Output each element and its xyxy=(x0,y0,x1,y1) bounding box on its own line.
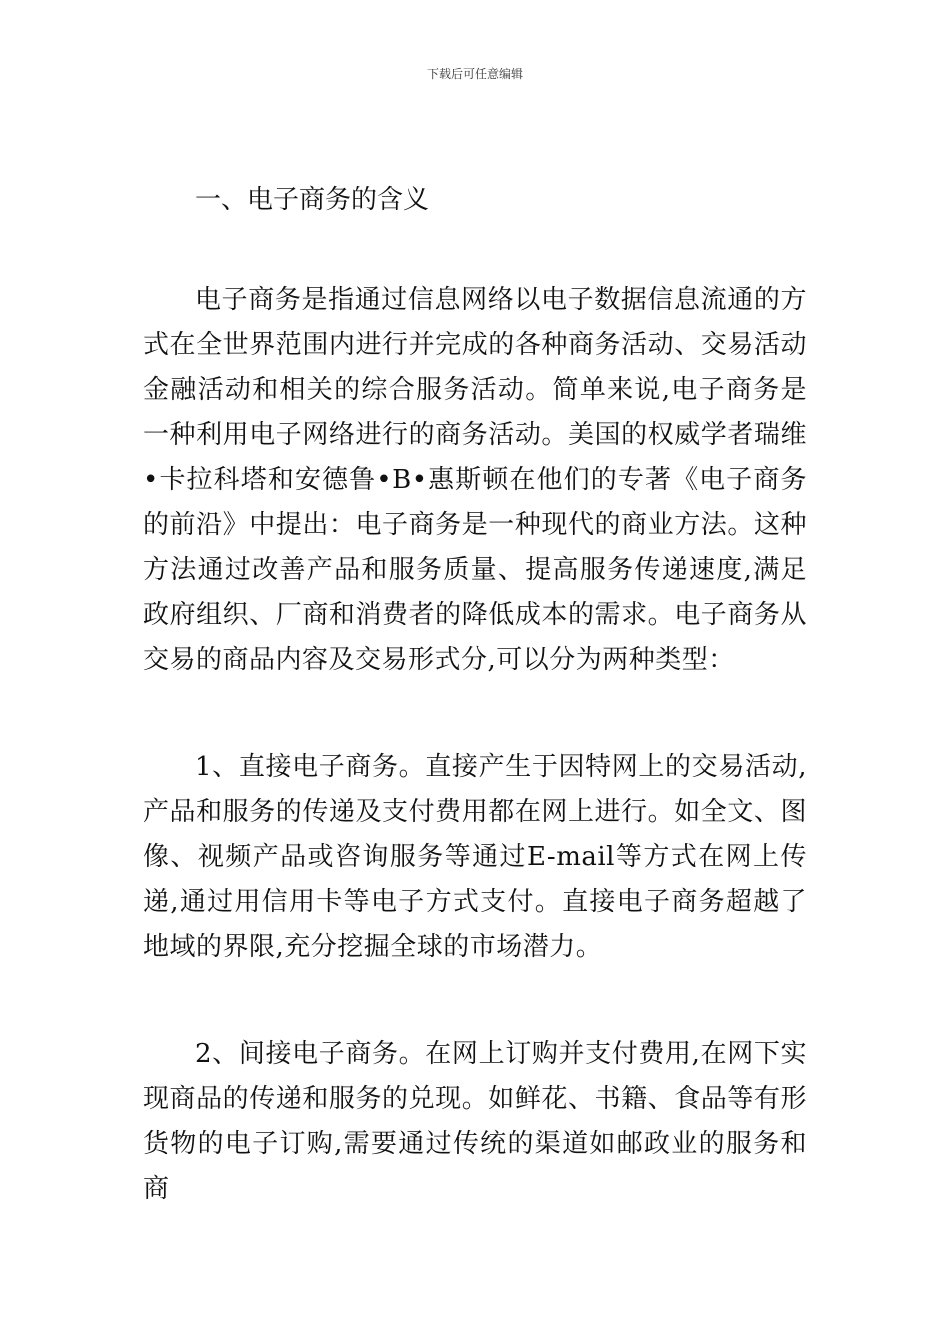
document-body xyxy=(143,178,807,1212)
section-heading: 一、电子商务的含义 xyxy=(195,185,430,215)
page-header-note: 下载后可任意编辑 xyxy=(426,67,523,81)
paragraph-definition: 电子商务是指通过信息网络以电子数据信息流通的方式在全世界范围内进行并完成的各种商务活动、交易活动金融活动和相关的综合服务活动。简单来说,电子商务是一种利用电子网络进行的商务活动。美国的权威学者瑞维•卡拉科塔和安德鲁•B•惠斯顿在他们的专著《电子商务的前沿》中提出：电子商务是一种现代的商业方法。这种方法通过改善产品和服务质量、提高服务传递速度,满足政府组织、厂商和消费者的降低成本的需求。电子商务从交易的商品内容及交易形式分,可以分为两种类型： xyxy=(143,285,807,675)
paragraph-direct-ecommerce: 1、直接电子商务。直接产生于因特网上的交易活动,产品和服务的传递及支付费用都在网上进行。如全文、图像、视频产品或咨询服务等通过E-mail等方式在网上传递,通过用信用卡等电子方式支付。直接电子商务超越了地域的界限,充分挖掘全球的市场潜力。 xyxy=(143,752,807,962)
paragraph-indirect-ecommerce: 2、间接电子商务。在网上订购并支付费用,在网下实现商品的传递和服务的兑现。如鲜花、书籍、食品等有形货物的电子订购,需要通过传统的渠道如邮政业的服务和商 xyxy=(143,1039,807,1204)
